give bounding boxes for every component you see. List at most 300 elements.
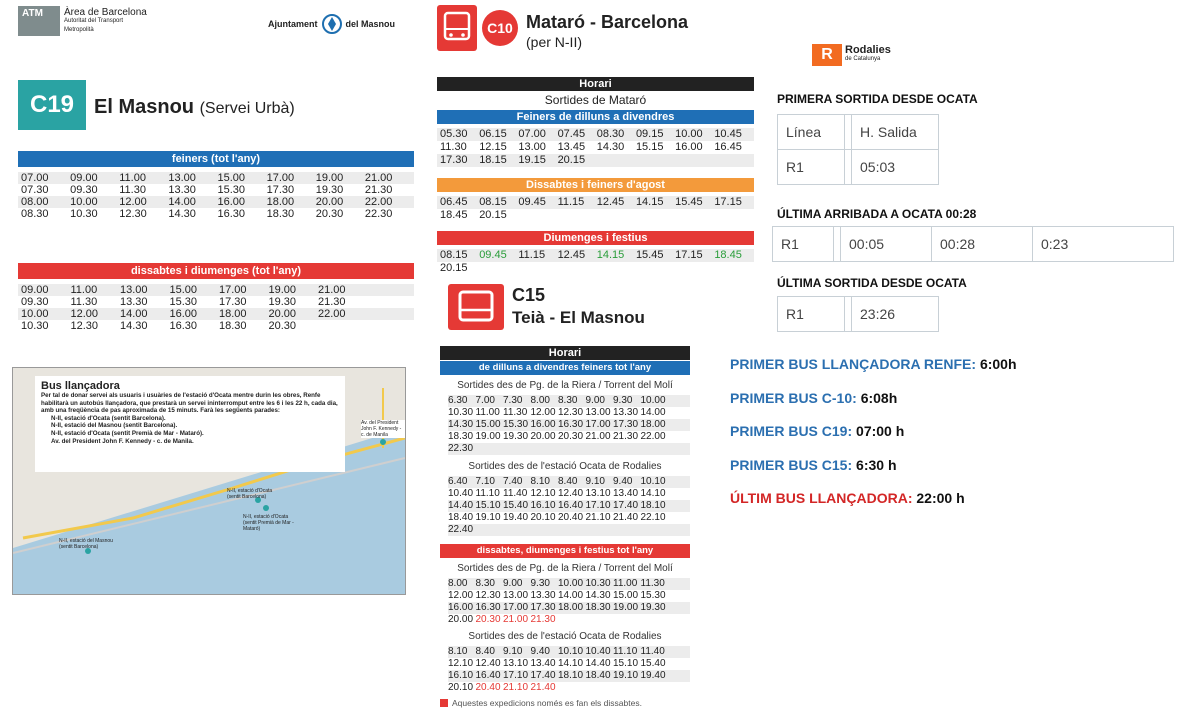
time-cell: 12.30 bbox=[475, 590, 501, 601]
rodalies-logo bbox=[812, 44, 891, 66]
time-cell: 18.15 bbox=[479, 154, 507, 166]
time-cell: 16.30 bbox=[475, 602, 501, 613]
shuttle-stop: Av. del President John F. Kennedy - c. de Manila. bbox=[51, 437, 194, 445]
time-cell: 15.00 bbox=[475, 419, 501, 430]
c19-weekday-row bbox=[18, 172, 414, 184]
c10-row bbox=[437, 209, 754, 222]
last-arrival-line: R1 bbox=[773, 227, 834, 262]
time-cell: 14.00 bbox=[558, 590, 584, 601]
cell-sep bbox=[845, 150, 852, 185]
time-cell: 21.40 bbox=[530, 682, 556, 693]
time-cell: 21.00 bbox=[503, 614, 529, 625]
time-cell: 08.15 bbox=[440, 249, 468, 261]
atm-logo bbox=[18, 6, 60, 36]
c19-weekend-row bbox=[18, 308, 414, 320]
c19-weekday-table bbox=[18, 172, 414, 220]
time-cell: 15.00 bbox=[217, 172, 246, 184]
time-cell: 12.00 bbox=[448, 590, 474, 601]
time-cell bbox=[479, 262, 518, 275]
time-cell: 09.15 bbox=[635, 128, 664, 140]
time-cell: 13.45 bbox=[557, 141, 586, 153]
time-cell: 11.00 bbox=[475, 407, 500, 418]
c15-row bbox=[448, 395, 690, 407]
time-cell: 13.30 bbox=[530, 590, 556, 601]
c15-row bbox=[448, 512, 690, 524]
time-cell: 16.10 bbox=[448, 670, 474, 681]
time-cell: 9.00 bbox=[503, 578, 523, 589]
map-label-kennedy: Av. del President John F. Kennedy - c. de Manila bbox=[361, 420, 405, 438]
time-cell: 10.00 bbox=[558, 578, 584, 589]
time-cell: 18.30 bbox=[585, 602, 611, 613]
time-cell: 12.30 bbox=[558, 407, 584, 418]
time-cell: 10.00 bbox=[640, 395, 666, 406]
summary-item bbox=[730, 390, 1017, 406]
time-cell: 15.40 bbox=[503, 500, 529, 511]
c15-row bbox=[448, 646, 690, 658]
time-cell: 11.15 bbox=[518, 249, 546, 261]
bus-icon bbox=[437, 5, 477, 51]
time-cell: 14.10 bbox=[640, 488, 666, 499]
time-cell: 14.40 bbox=[585, 658, 611, 669]
time-cell: 20.30 bbox=[268, 320, 297, 332]
time-cell: 07.30 bbox=[21, 184, 49, 196]
time-cell: 18.45 bbox=[714, 249, 742, 261]
time-cell: 6.40 bbox=[448, 476, 468, 487]
shuttle-stop: N-II, estació d'Ocata (sentit Barcelona). bbox=[51, 414, 166, 422]
time-cell: 07.00 bbox=[21, 172, 49, 184]
time-cell: 21.10 bbox=[503, 682, 529, 693]
c15-row bbox=[448, 476, 690, 488]
time-cell: 17.00 bbox=[585, 419, 611, 430]
time-cell: 14.30 bbox=[120, 320, 148, 332]
c10-bar-sunday: Diumenges i festius bbox=[437, 231, 754, 245]
first-departure-header-row bbox=[778, 115, 939, 150]
time-cell: 21.10 bbox=[585, 512, 611, 523]
time-cell: 15.00 bbox=[613, 590, 639, 601]
summary-list bbox=[730, 356, 1017, 524]
map-label-masnou: N-II, estació del Masnou (sentit Barcelona) bbox=[59, 538, 113, 550]
shuttle-text: Per tal de donar servei als usuaris i usuàries de l'estació d'Ocata mentre durin les obres, Renfe habilitarà un autobús llançadora, que prestarà un servei ininterromput entre les 6 i les 22 h, cada dia, amb una freqüència de pas aproximada de 15 minuts. Farà les següents parades: bbox=[41, 392, 338, 415]
time-cell: 14.15 bbox=[596, 249, 625, 261]
time-cell: 19.40 bbox=[503, 512, 529, 523]
c19-weekday-bar: feiners (tot l'any) bbox=[18, 151, 414, 167]
time-cell: 10.10 bbox=[558, 646, 584, 657]
c15-row bbox=[448, 614, 690, 626]
time-cell: 16.00 bbox=[675, 141, 703, 153]
time-cell: 08.30 bbox=[21, 208, 49, 220]
c15-title: Teià - El Masnou bbox=[512, 308, 645, 327]
c19-weekend-table bbox=[18, 284, 414, 332]
time-cell: 15.15 bbox=[635, 141, 664, 153]
time-cell: 19.30 bbox=[268, 296, 297, 308]
c15-footnote bbox=[440, 698, 642, 708]
time-cell: 8.40 bbox=[558, 476, 578, 487]
time-cell: 13.00 bbox=[120, 284, 148, 296]
time-cell bbox=[597, 154, 636, 167]
c15-weekday-ocata-table bbox=[448, 476, 690, 536]
c15-head1: Sortides des de Pg. de la Riera / Torrent del Molí bbox=[457, 380, 673, 391]
time-cell: 11.00 bbox=[613, 578, 638, 589]
time-cell: 15.30 bbox=[217, 184, 246, 196]
atm-sub2: Metropolità bbox=[64, 27, 94, 33]
first-header-time: H. Salida bbox=[852, 115, 939, 150]
time-cell: 11.15 bbox=[557, 196, 585, 208]
time-cell: 12.00 bbox=[119, 196, 147, 208]
time-cell: 16.10 bbox=[530, 500, 556, 511]
time-cell: 17.30 bbox=[266, 184, 295, 196]
time-cell bbox=[675, 262, 714, 275]
time-cell: 12.00 bbox=[530, 407, 556, 418]
time-cell: 18.45 bbox=[440, 209, 468, 221]
time-cell: 15.45 bbox=[635, 249, 664, 261]
time-cell: 08.15 bbox=[479, 196, 507, 208]
time-cell: 20.00 bbox=[530, 431, 556, 442]
summary-label: PRIMER BUS C15: bbox=[730, 456, 853, 473]
time-cell: 13.10 bbox=[503, 658, 529, 669]
time-cell: 12.30 bbox=[119, 208, 147, 220]
time-cell: 09.45 bbox=[479, 249, 507, 261]
time-cell: 10.00 bbox=[675, 128, 703, 140]
summary-item bbox=[730, 457, 1017, 473]
c15-horari-bar: Horari bbox=[440, 346, 690, 360]
time-cell: 15.00 bbox=[169, 284, 198, 296]
time-cell: 21.40 bbox=[613, 512, 639, 523]
summary-value: 6:00h bbox=[979, 356, 1017, 372]
c19-weekend-row bbox=[18, 320, 414, 332]
time-cell: 08.30 bbox=[596, 128, 625, 140]
time-cell: 11.40 bbox=[503, 488, 528, 499]
time-cell: 11.30 bbox=[70, 296, 98, 308]
time-cell: 21.00 bbox=[364, 172, 393, 184]
c10-sunday-table bbox=[437, 249, 754, 275]
shuttle-info-box bbox=[35, 376, 345, 472]
time-cell: 14.00 bbox=[120, 308, 148, 320]
time-cell: 9.40 bbox=[613, 476, 633, 487]
time-cell: 18.00 bbox=[558, 602, 584, 613]
first-header-line: Línea bbox=[778, 115, 845, 150]
time-cell: 09.30 bbox=[21, 296, 49, 308]
time-cell: 17.30 bbox=[440, 154, 468, 166]
time-cell: 18.00 bbox=[266, 196, 295, 208]
time-cell: 9.30 bbox=[613, 395, 633, 406]
c15-row bbox=[448, 670, 690, 682]
time-cell: 16.00 bbox=[530, 419, 556, 430]
time-cell: 10.00 bbox=[70, 196, 98, 208]
first-row-line: R1 bbox=[778, 150, 845, 185]
red-square-icon bbox=[440, 699, 448, 707]
cell-sep bbox=[834, 227, 841, 262]
time-cell: 7.00 bbox=[475, 395, 495, 406]
time-cell: 19.15 bbox=[518, 154, 546, 166]
time-cell: 14.10 bbox=[558, 658, 584, 669]
time-cell: 15.40 bbox=[640, 658, 666, 669]
cell-sep bbox=[845, 115, 852, 150]
time-cell: 17.10 bbox=[503, 670, 529, 681]
c15-bus-icon bbox=[448, 284, 504, 330]
time-cell: 17.10 bbox=[585, 500, 611, 511]
time-cell: 18.10 bbox=[640, 500, 666, 511]
time-cell: 17.00 bbox=[266, 172, 295, 184]
time-cell: 13.00 bbox=[518, 141, 546, 153]
c15-weekend-riera-table bbox=[448, 578, 690, 626]
time-cell: 18.10 bbox=[558, 670, 584, 681]
time-cell: 16.30 bbox=[169, 320, 198, 332]
time-cell: 16.00 bbox=[217, 196, 246, 208]
time-cell: 12.45 bbox=[557, 249, 586, 261]
time-cell: 16.30 bbox=[217, 208, 246, 220]
time-cell bbox=[636, 262, 675, 275]
time-cell: 19.30 bbox=[640, 602, 666, 613]
time-cell: 07.00 bbox=[518, 128, 546, 140]
last-departure-line: R1 bbox=[778, 297, 845, 332]
time-cell bbox=[558, 209, 597, 222]
c15-head3: Sortides des de Pg. de la Riera / Torrent del Molí bbox=[457, 563, 673, 574]
time-cell: 22.30 bbox=[364, 208, 393, 220]
summary-label: ÚLTIM BUS LLANÇADORA: bbox=[730, 490, 913, 506]
c15-row bbox=[448, 682, 690, 694]
time-cell: 18.30 bbox=[266, 208, 295, 220]
last-arrival-table bbox=[772, 226, 1174, 262]
time-cell: 18.00 bbox=[640, 419, 666, 430]
c15-row bbox=[448, 431, 690, 443]
time-cell: 21.30 bbox=[364, 184, 393, 196]
time-cell: 18.30 bbox=[219, 320, 247, 332]
time-cell: 11.30 bbox=[119, 184, 146, 196]
summary-value: 6:30 h bbox=[856, 456, 897, 473]
summary-item bbox=[730, 356, 1017, 372]
c15-row bbox=[448, 443, 690, 455]
atm-logo-text: ATM bbox=[22, 8, 43, 19]
time-cell: 17.30 bbox=[613, 419, 639, 430]
c10-saturday-table bbox=[437, 196, 754, 222]
time-cell: 22.30 bbox=[448, 443, 474, 454]
time-cell: 9.10 bbox=[503, 646, 523, 657]
c15-row bbox=[448, 590, 690, 602]
time-cell: 13.30 bbox=[168, 184, 196, 196]
c10-row bbox=[437, 262, 754, 275]
time-cell: 20.00 bbox=[268, 308, 297, 320]
c10-bar-saturday: Dissabtes i feiners d'agost bbox=[437, 178, 754, 192]
time-cell: 13.00 bbox=[168, 172, 196, 184]
time-cell: 19.40 bbox=[640, 670, 666, 681]
c10-weekday-table bbox=[437, 128, 754, 167]
time-cell: 17.00 bbox=[503, 602, 529, 613]
c15-weekend-ocata-table bbox=[448, 646, 690, 694]
time-cell: 9.30 bbox=[530, 578, 550, 589]
summary-value: 6:08h bbox=[860, 389, 898, 406]
time-cell: 20.15 bbox=[440, 262, 468, 274]
first-row-time: 05:03 bbox=[852, 150, 939, 185]
time-cell: 05.30 bbox=[440, 128, 468, 140]
time-cell: 12.10 bbox=[448, 658, 474, 669]
c19-badge: C19 bbox=[18, 80, 86, 130]
time-cell: 10.40 bbox=[448, 488, 474, 499]
time-cell: 8.40 bbox=[475, 646, 495, 657]
shuttle-title: Bus llançadora bbox=[41, 380, 120, 392]
time-cell: 20.30 bbox=[475, 614, 501, 625]
time-cell: 14.00 bbox=[168, 196, 196, 208]
last-departure-table bbox=[777, 296, 939, 332]
masnou-crest-icon bbox=[322, 14, 342, 34]
c15-head4: Sortides des de l'estació Ocata de Rodalies bbox=[468, 631, 662, 642]
c19-weekend-row bbox=[18, 296, 414, 308]
time-cell: 10.30 bbox=[21, 320, 49, 332]
rodalies-r-icon: R bbox=[812, 44, 842, 66]
time-cell: 06.15 bbox=[479, 128, 507, 140]
time-cell: 20.10 bbox=[530, 512, 556, 523]
time-cell: 8.00 bbox=[530, 395, 550, 406]
last-departure-time: 23:26 bbox=[852, 297, 939, 332]
c10-bar-weekday: Feiners de dilluns a divendres bbox=[437, 110, 754, 124]
time-cell: 07.45 bbox=[557, 128, 586, 140]
cell-sep bbox=[845, 297, 852, 332]
first-departure-row bbox=[778, 150, 939, 185]
rodalies-logo-text bbox=[845, 46, 891, 64]
time-cell: 11.30 bbox=[440, 141, 467, 153]
time-cell bbox=[714, 209, 753, 222]
c19-title-main: El Masnou bbox=[94, 96, 195, 118]
last-departure-row bbox=[778, 297, 939, 332]
time-cell: 13.40 bbox=[530, 658, 556, 669]
summary-label: PRIMER BUS C-10: bbox=[730, 389, 857, 406]
time-cell bbox=[518, 209, 557, 222]
time-cell: 7.30 bbox=[503, 395, 523, 406]
c15-bar-weekday: de dilluns a divendres feiners tot l'any bbox=[440, 361, 690, 375]
time-cell bbox=[714, 262, 753, 275]
last-arrival-title: ÚLTIMA ARRIBADA A OCATA 00:28 bbox=[777, 207, 977, 221]
time-cell: 14.00 bbox=[640, 407, 666, 418]
summary-value: 22:00 h bbox=[916, 490, 965, 506]
c15-row bbox=[448, 500, 690, 512]
time-cell: 15.30 bbox=[640, 590, 666, 601]
shuttle-map bbox=[12, 367, 406, 595]
time-cell: 14.30 bbox=[448, 419, 474, 430]
time-cell bbox=[318, 320, 368, 332]
time-cell: 09.45 bbox=[518, 196, 546, 208]
time-cell: 8.30 bbox=[475, 578, 495, 589]
time-cell: 20.15 bbox=[479, 209, 507, 221]
time-cell: 20.30 bbox=[558, 431, 584, 442]
time-cell: 11.30 bbox=[640, 578, 665, 589]
time-cell: 15.45 bbox=[675, 196, 703, 208]
time-cell: 19.00 bbox=[475, 431, 501, 442]
c15-row bbox=[448, 602, 690, 614]
time-cell: 20.40 bbox=[475, 682, 501, 693]
time-cell: 20.00 bbox=[448, 614, 474, 625]
time-cell: 18.40 bbox=[585, 670, 611, 681]
time-cell: 13.10 bbox=[585, 488, 611, 499]
time-cell bbox=[636, 154, 675, 167]
c10-row bbox=[437, 128, 754, 141]
time-cell: 12.40 bbox=[475, 658, 501, 669]
map-label-ocata-bcn: N-II, estació d'Ocata (sentit Barcelona) bbox=[227, 488, 273, 500]
c10-subtitle: (per N-II) bbox=[526, 34, 582, 50]
c10-horari-bar: Horari bbox=[437, 77, 754, 91]
time-cell: 9.40 bbox=[530, 646, 550, 657]
time-cell: 8.10 bbox=[530, 476, 550, 487]
time-cell: 12.45 bbox=[596, 196, 625, 208]
time-cell: 17.40 bbox=[530, 670, 556, 681]
time-cell: 22.40 bbox=[448, 524, 474, 535]
time-cell: 09.30 bbox=[70, 184, 98, 196]
time-cell: 20.40 bbox=[558, 512, 584, 523]
time-cell: 12.00 bbox=[70, 308, 99, 320]
time-cell: 17.15 bbox=[714, 196, 742, 208]
time-cell: 21.30 bbox=[613, 431, 639, 442]
time-cell: 15.10 bbox=[475, 500, 501, 511]
last-departure-title: ÚLTIMA SORTIDA DESDE OCATA bbox=[777, 276, 967, 290]
time-cell: 13.40 bbox=[613, 488, 639, 499]
time-cell: 16.45 bbox=[714, 141, 742, 153]
c15-row bbox=[448, 658, 690, 670]
c10-row bbox=[437, 154, 754, 167]
c15-bar-weekend: dissabtes, diumenges i festius tot l'any bbox=[440, 544, 690, 558]
time-cell: 13.00 bbox=[585, 407, 611, 418]
time-cell: 11.00 bbox=[70, 284, 98, 296]
time-cell: 19.00 bbox=[268, 284, 297, 296]
c19-weekend-row bbox=[18, 284, 414, 296]
time-cell bbox=[518, 262, 557, 275]
time-cell: 11.00 bbox=[119, 172, 146, 184]
time-cell: 10.30 bbox=[448, 407, 474, 418]
shuttle-stop: N-II, estació del Masnou (sentit Barcelona). bbox=[51, 422, 178, 430]
time-cell bbox=[675, 209, 714, 222]
time-cell bbox=[675, 154, 714, 167]
time-cell: 9.10 bbox=[585, 476, 605, 487]
last-arrival-dur: 0:23 bbox=[1033, 227, 1174, 262]
time-cell: 6.30 bbox=[448, 395, 468, 406]
atm-name bbox=[64, 8, 147, 35]
c10-row bbox=[437, 141, 754, 154]
c15-row bbox=[448, 578, 690, 590]
c10-row bbox=[437, 196, 754, 209]
time-cell: 10.40 bbox=[585, 646, 611, 657]
rodalies-logo-sub: de Catalunya bbox=[845, 56, 881, 62]
c15-footnote-text: Aquestes expedicions només es fan els dissabtes. bbox=[452, 698, 642, 708]
time-cell: 19.00 bbox=[315, 172, 344, 184]
time-cell: 14.30 bbox=[168, 208, 196, 220]
atm-name-title: Àrea de Barcelona bbox=[64, 7, 147, 18]
time-cell: 17.00 bbox=[219, 284, 247, 296]
c15-weekday-riera-table bbox=[448, 395, 690, 455]
c10-badge: C10 bbox=[482, 10, 518, 46]
first-departure-title: PRIMERA SORTIDA DESDE OCATA bbox=[777, 92, 978, 106]
time-cell bbox=[714, 154, 753, 167]
time-cell: 12.30 bbox=[70, 320, 99, 332]
time-cell: 14.40 bbox=[448, 500, 474, 511]
time-cell: 11.10 bbox=[475, 488, 500, 499]
c10-row bbox=[437, 249, 754, 262]
time-cell: 20.10 bbox=[448, 682, 474, 693]
time-cell: 15.30 bbox=[503, 419, 529, 430]
time-cell: 10.30 bbox=[585, 578, 611, 589]
last-arrival-row bbox=[773, 227, 1174, 262]
time-cell: 09.00 bbox=[70, 172, 98, 184]
c10-sortides: Sortides de Mataró bbox=[544, 93, 647, 107]
c15-row bbox=[448, 407, 690, 419]
time-cell: 13.30 bbox=[120, 296, 148, 308]
ajuntament-left: Ajuntament bbox=[268, 19, 318, 29]
last-arrival-dep: 00:05 bbox=[841, 227, 932, 262]
time-cell: 7.10 bbox=[475, 476, 495, 487]
time-cell: 22.10 bbox=[640, 512, 666, 523]
c19-weekend-bar: dissabtes i diumenges (tot l'any) bbox=[18, 263, 414, 279]
time-cell: 16.40 bbox=[475, 670, 501, 681]
summary-label: PRIMER BUS C19: bbox=[730, 423, 853, 439]
time-cell: 13.00 bbox=[503, 590, 529, 601]
time-cell: 18.00 bbox=[219, 308, 247, 320]
time-cell: 19.30 bbox=[503, 431, 529, 442]
